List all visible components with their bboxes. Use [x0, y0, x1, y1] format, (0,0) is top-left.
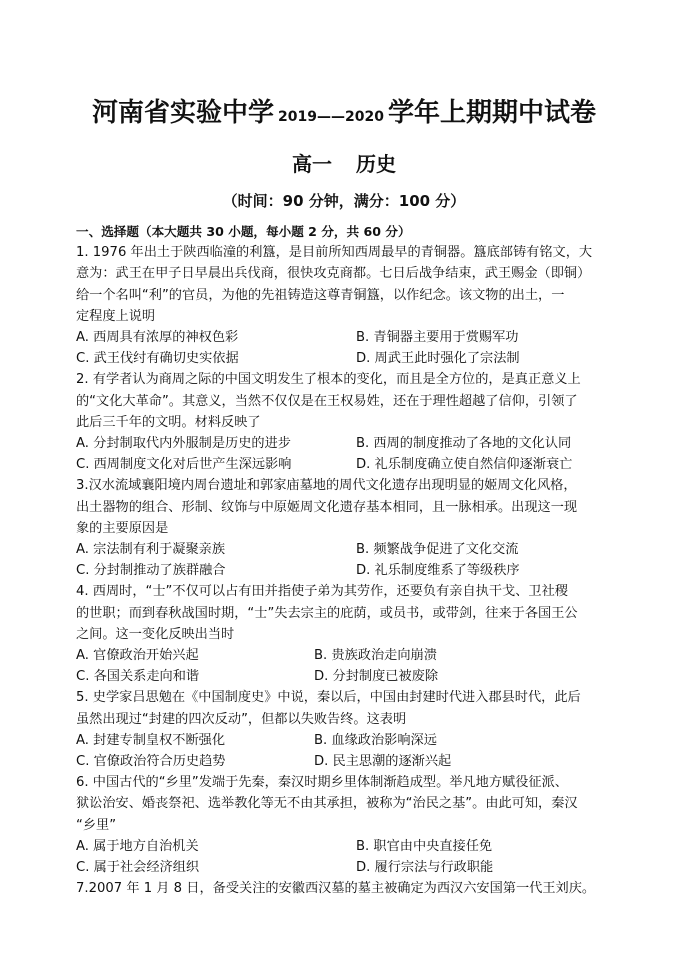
question-text-line: 6. 中国古代的“乡里”发端于先秦，秦汉时期乡里体制渐趋成型。举凡地方赋役征派、	[76, 775, 568, 791]
question-text-line: 3.汉水流域襄阳境内周台遗址和郭家庙墓地的周代文化遗存出现明显的姬周文化风格，	[76, 478, 577, 494]
answer-option-c: C. 各国关系走向和谐	[76, 669, 200, 685]
answer-option-d: D. 礼乐制度维系了等级秩序	[356, 563, 520, 579]
question-5	[76, 687, 616, 772]
answer-option-a: A. 属于地方自治机关	[76, 838, 199, 854]
title-years: 2019——2020	[278, 109, 384, 125]
question-6	[76, 772, 616, 878]
answer-option-c: C. 武王伐纣有确切史实依据	[76, 351, 239, 367]
subject-label: 历史	[356, 152, 396, 176]
answer-options	[76, 327, 616, 369]
question-text-line: 出土器物的组合、形制、纹饰与中原姬周文化遗存基本相同，且一脉相承。出现这一现	[76, 499, 578, 515]
answer-option-b: B. 青铜器主要用于赏赐军功	[356, 330, 519, 346]
question-7	[76, 878, 616, 899]
answer-option-d: D. 民主思潮的逐渐兴起	[314, 754, 452, 770]
exam-subtitle	[0, 148, 688, 177]
answer-option-b: B. 西周的制度推动了各地的文化认同	[356, 436, 572, 452]
question-2	[76, 369, 616, 475]
answer-options	[76, 645, 616, 687]
question-text-line: 的“文化大革命”。其意义，当然不仅仅是在王权易姓，还在于理性超越了信仰，引领了	[76, 393, 578, 409]
question-text-line: 7.2007 年 1 月 8 日，备受关注的安徽西汉墓的墓主被确定为西汉六安国第一代王刘庆。	[76, 881, 596, 897]
answer-option-d: D. 分封制度已被废除	[314, 669, 439, 685]
answer-option-d: D. 周武王此时强化了宗法制	[356, 351, 520, 367]
answer-option-a: A. 官僚政治开始兴起	[76, 648, 199, 664]
answer-option-a: A. 西周具有浓厚的神权色彩	[76, 330, 239, 346]
answer-option-c: C. 分封制推动了族群融合	[76, 563, 226, 579]
answer-option-b: B. 贵族政治走向崩溃	[314, 648, 437, 664]
exam-title	[0, 92, 688, 129]
answer-options	[76, 836, 616, 878]
answer-option-c: C. 官僚政治符合历史趋势	[76, 754, 226, 770]
question-text-line: 此后三千年的文明。材料反映了	[76, 414, 261, 430]
question-text-line: “乡里”	[76, 817, 117, 833]
title-term: 学年上期期中试卷	[387, 98, 596, 128]
question-text-line: 1. 1976 年出土于陕西临潼的利簋，是目前所知西周最早的青铜器。簋底部铸有铭文，大	[76, 245, 593, 261]
answer-option-c: C. 西周制度文化对后世产生深远影响	[76, 457, 292, 473]
title-school: 河南省实验中学	[92, 98, 275, 128]
exam-content	[76, 221, 616, 900]
question-text-line: 象的主要原因是	[76, 520, 169, 536]
answer-option-d: D. 礼乐制度确立使自然信仰逐渐衰亡	[356, 457, 573, 473]
answer-option-b: B. 频繁战争促进了文化交流	[356, 542, 519, 558]
question-text-line: 的世职；而到春秋战国时期，“士”失去宗主的庇荫，或员书，或带剑，往来于各国王公	[76, 605, 578, 621]
answer-option-a: A. 封建专制皇权不断强化	[76, 732, 226, 748]
grade-label: 高一	[292, 152, 332, 176]
question-text-line: 5. 史学家吕思勉在《中国制度史》中说，秦以后，中国由封建时代进入郡县时代，此后	[76, 690, 581, 706]
question-text-line: 狱讼治安、婚丧祭祀、选举教化等无不由其承担，被称为“治民之基”。由此可知，秦汉	[76, 796, 578, 812]
question-4	[76, 581, 616, 687]
question-3	[76, 475, 616, 581]
answer-option-a: A. 宗法制有利于凝聚亲族	[76, 542, 226, 558]
answer-option-b: B. 血缘政治影响深远	[314, 732, 437, 748]
answer-options	[76, 433, 616, 475]
answer-option-b: B. 职官由中央直接任免	[356, 838, 493, 854]
answer-options	[76, 730, 616, 772]
time-score-info: （时间：90 分钟，满分：100 分）	[222, 192, 466, 210]
section-heading: 一、选择题（本大题共 30 小题，每小题 2 分，共 60 分）	[76, 224, 411, 239]
answer-option-d: D. 履行宗法与行政职能	[356, 860, 494, 876]
question-1	[76, 242, 616, 369]
question-list	[76, 242, 616, 899]
question-text-line: 虽然出现过“封建的四次反动”，但都以失败告终。这表明	[76, 711, 407, 727]
answer-option-a: A. 分封制取代内外服制是历史的进步	[76, 436, 291, 452]
question-text-line: 意为：武王在甲子日早晨出兵伐商，很快攻克商都。七日后战争结束，武王赐金（即铜）	[76, 266, 591, 282]
answer-options	[76, 539, 616, 581]
question-text-line: 2. 有学者认为商周之际的中国文明发生了根本的变化，而且是全方位的，是真正意义上	[76, 372, 581, 388]
question-text-line: 之间。这一变化反映出当时	[76, 626, 235, 642]
question-text-line: 定程度上说明	[76, 308, 156, 324]
question-text-line: 给一个名叫“利”的官员，为他的先祖铸造这尊青铜簋，以作纪念。该文物的出土，一	[76, 287, 565, 303]
question-text-line: 4. 西周时，“士”不仅可以占有田并指使子弟为其劳作，还要负有亲自执干戈、卫社稷	[76, 584, 568, 600]
answer-option-c: C. 属于社会经济组织	[76, 860, 200, 876]
